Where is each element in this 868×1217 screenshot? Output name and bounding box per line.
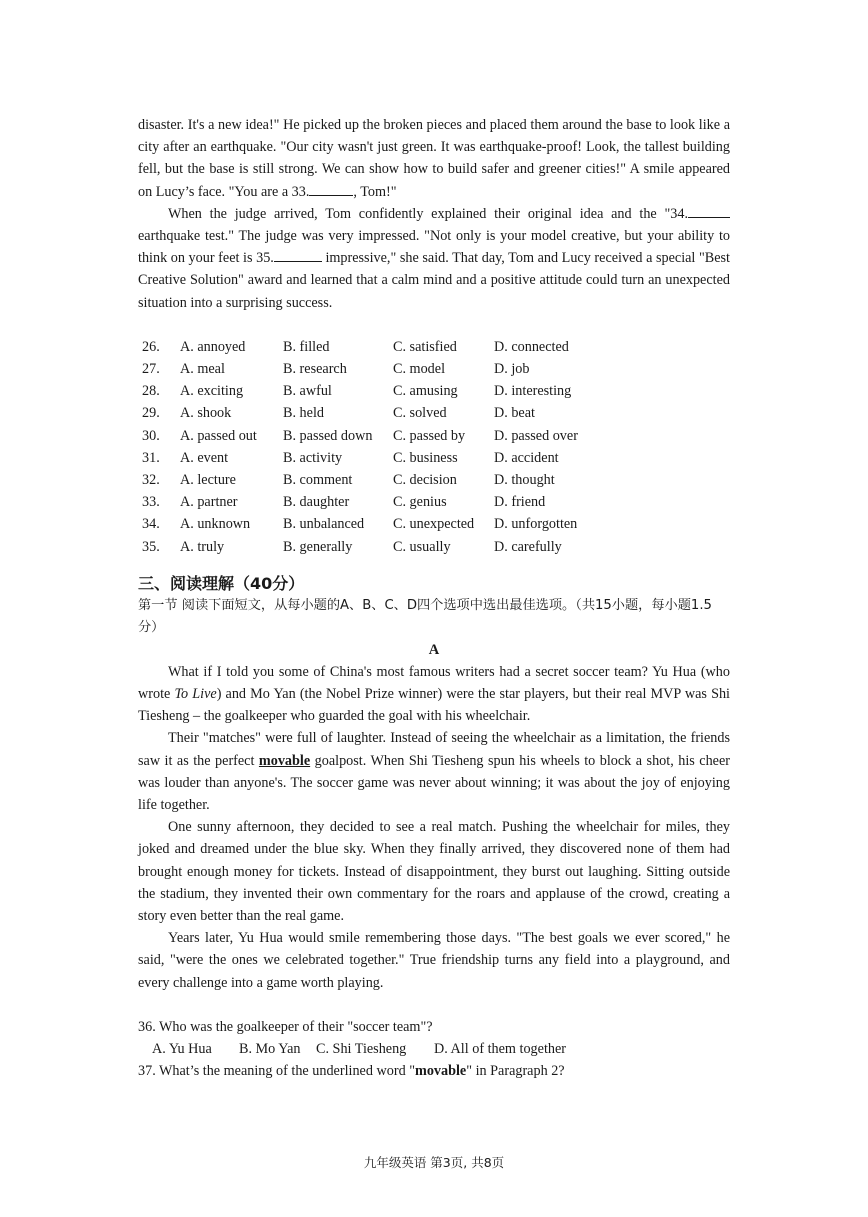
passage-text: What if I told you some of China's most famous writers had a secret soccer team? Yu Hua (who wrote bbox=[138, 663, 730, 702]
option-a: A. annoyed bbox=[180, 338, 246, 355]
option-a: A. meal bbox=[180, 361, 225, 378]
option-c: C. usually bbox=[393, 538, 451, 555]
option-b: B. filled bbox=[283, 338, 330, 355]
option-d: D. carefully bbox=[494, 538, 562, 555]
option-row bbox=[142, 358, 730, 380]
option-d: D. friend bbox=[494, 494, 546, 511]
option-d: D. passed over bbox=[494, 427, 578, 444]
passage-paragraph-4: Years later, Yu Hua would smile remembering those days. "The best goals we ever scored," he said, "were the ones we celebrated together." True friendship turns any field into a playground, and every challenge into a game worth playing. bbox=[138, 930, 730, 991]
option-row bbox=[142, 380, 730, 402]
option-row bbox=[142, 491, 730, 513]
option-b: B. passed down bbox=[283, 427, 373, 444]
option-c: C. solved bbox=[393, 405, 447, 422]
passage-paragraph-3: One sunny afternoon, they decided to see a real match. Pushing the wheelchair for miles, they joked and dreamed under the blue sky. When they finally arrived, they discovered none of them had brought enough money for tickets. Instead of disappointment, they burst out laughing. Sitting outside the stadium, they invented their own commentary for the roars and applause of the crowd, creating a story even better than the real game. bbox=[138, 819, 730, 924]
option-a: A. passed out bbox=[180, 427, 257, 444]
question-37 bbox=[138, 1060, 730, 1082]
option-d: D. unforgotten bbox=[494, 516, 578, 533]
option-d: D. job bbox=[494, 361, 530, 378]
question-number: 27. bbox=[142, 361, 160, 378]
underlined-word: movable bbox=[258, 752, 311, 769]
option-c: C. unexpected bbox=[393, 516, 475, 533]
question-36: 36. Who was the goalkeeper of their "soccer team"? bbox=[138, 1018, 433, 1035]
passage-paragraph-1 bbox=[138, 661, 730, 728]
option-row bbox=[142, 447, 730, 469]
blank-33 bbox=[309, 181, 353, 196]
question-number: 29. bbox=[142, 405, 160, 422]
option-d: D. beat bbox=[494, 405, 535, 422]
question-36-options bbox=[138, 1038, 730, 1060]
option-c: C. amusing bbox=[393, 383, 458, 400]
passage-text: Their "matches" were full of laughter. Instead of seeing the wheelchair as a limitation, the friends saw it as the perfect bbox=[138, 730, 730, 769]
passage-heading: A bbox=[428, 641, 440, 658]
option-d: D. All of them together bbox=[434, 1040, 566, 1057]
option-a: A. exciting bbox=[180, 383, 244, 400]
question-number: 34. bbox=[142, 516, 160, 533]
story-paragraph-1 bbox=[138, 114, 730, 203]
section-instruction: 第一节 阅读下面短文，从每小题的A、B、C、D四个选项中选出最佳选项。（共15小题，每小题1.5分） bbox=[138, 597, 712, 635]
page-footer: 九年级英语 第3页, 共8页 bbox=[363, 1155, 505, 1170]
story-paragraph-2 bbox=[138, 203, 730, 314]
passage-text: goalpost. When Shi Tiesheng spun his wheels to block a shot, his cheer was louder than anyone's. The soccer game was never about winning; it was about the joy of enjoying life together. bbox=[138, 752, 730, 813]
option-c: C. business bbox=[393, 449, 458, 466]
blank-35 bbox=[274, 247, 322, 262]
story-text: impressive," she said. That day, Tom and Lucy received a special "Best Creative Solution" award and learned that a calm mind and a positive attitude could turn an unexpected situation into a surprising success. bbox=[138, 250, 730, 311]
option-a: A. lecture bbox=[180, 471, 236, 488]
option-row bbox=[142, 536, 730, 558]
option-b: B. held bbox=[283, 405, 324, 422]
option-d: D. interesting bbox=[494, 383, 572, 400]
option-a: A. truly bbox=[180, 538, 225, 555]
option-a: A. unknown bbox=[180, 516, 251, 533]
option-d: D. connected bbox=[494, 338, 569, 355]
option-row bbox=[142, 513, 730, 535]
exam-page bbox=[138, 114, 730, 1082]
option-b: B. generally bbox=[283, 538, 353, 555]
option-b: B. unbalanced bbox=[283, 516, 365, 533]
story-text: When the judge arrived, Tom confidently explained their original idea and the "34. bbox=[168, 205, 688, 222]
question-number: 30. bbox=[142, 427, 160, 444]
question-number: 33. bbox=[142, 494, 160, 511]
questions-block bbox=[138, 1016, 730, 1083]
question-text: " in Paragraph 2? bbox=[466, 1063, 565, 1080]
option-c: C. passed by bbox=[393, 427, 466, 444]
option-a: A. event bbox=[180, 449, 229, 466]
option-a: A. Yu Hua bbox=[152, 1040, 212, 1057]
story-text: disaster. It's a new idea!" He picked up the broken pieces and placed them around the base to look like a city after an earthquake. "Our city wasn't just green. It was earthquake-proof! Look, the tallest building fell, but the base is still strong. We can show how to build safer and greener cities!" A smile appeared on Lucy’s face. "You are a 33. bbox=[138, 117, 730, 200]
option-b: B. daughter bbox=[283, 494, 350, 511]
option-b: B. activity bbox=[283, 449, 343, 466]
option-a: A. partner bbox=[180, 494, 238, 511]
question-text: 37. What’s the meaning of the underlined word " bbox=[138, 1063, 415, 1080]
cloze-options-table bbox=[142, 336, 730, 558]
option-c: C. decision bbox=[393, 471, 457, 488]
option-b: B. awful bbox=[283, 383, 332, 400]
option-c: C. genius bbox=[393, 494, 447, 511]
story-text: , Tom!" bbox=[353, 183, 397, 200]
question-number: 28. bbox=[142, 383, 160, 400]
option-b: B. research bbox=[283, 361, 347, 378]
question-number: 32. bbox=[142, 471, 160, 488]
question-number: 35. bbox=[142, 538, 160, 555]
option-row bbox=[142, 469, 730, 491]
quoted-word: movable bbox=[415, 1063, 467, 1080]
question-number: 26. bbox=[142, 338, 160, 355]
book-title: To Live bbox=[174, 685, 217, 702]
option-row bbox=[142, 336, 730, 358]
option-d: D. thought bbox=[494, 471, 555, 488]
section-title: 三、阅读理解（40分） bbox=[138, 573, 305, 593]
option-c: C. satisfied bbox=[393, 338, 457, 355]
option-d: D. accident bbox=[494, 449, 559, 466]
option-row bbox=[142, 402, 730, 424]
blank-34 bbox=[688, 203, 730, 218]
option-b: B. comment bbox=[283, 471, 353, 488]
option-c: C. model bbox=[393, 361, 446, 378]
passage-text: ) and Mo Yan (the Nobel Prize winner) were the star players, but their real MVP was Shi Tiesheng – the goalkeeper who guarded the goal with his wheelchair. bbox=[138, 685, 731, 725]
option-a: A. shook bbox=[180, 405, 232, 422]
story-text: earthquake test." The judge was very impressed. "Not only is your model creative, but your ability to think on your feet is 35. bbox=[138, 228, 730, 267]
option-b: B. Mo Yan bbox=[239, 1040, 301, 1057]
question-number: 31. bbox=[142, 449, 160, 466]
option-row bbox=[142, 425, 730, 447]
passage-paragraph-2 bbox=[138, 727, 730, 816]
option-c: C. Shi Tiesheng bbox=[316, 1040, 407, 1057]
